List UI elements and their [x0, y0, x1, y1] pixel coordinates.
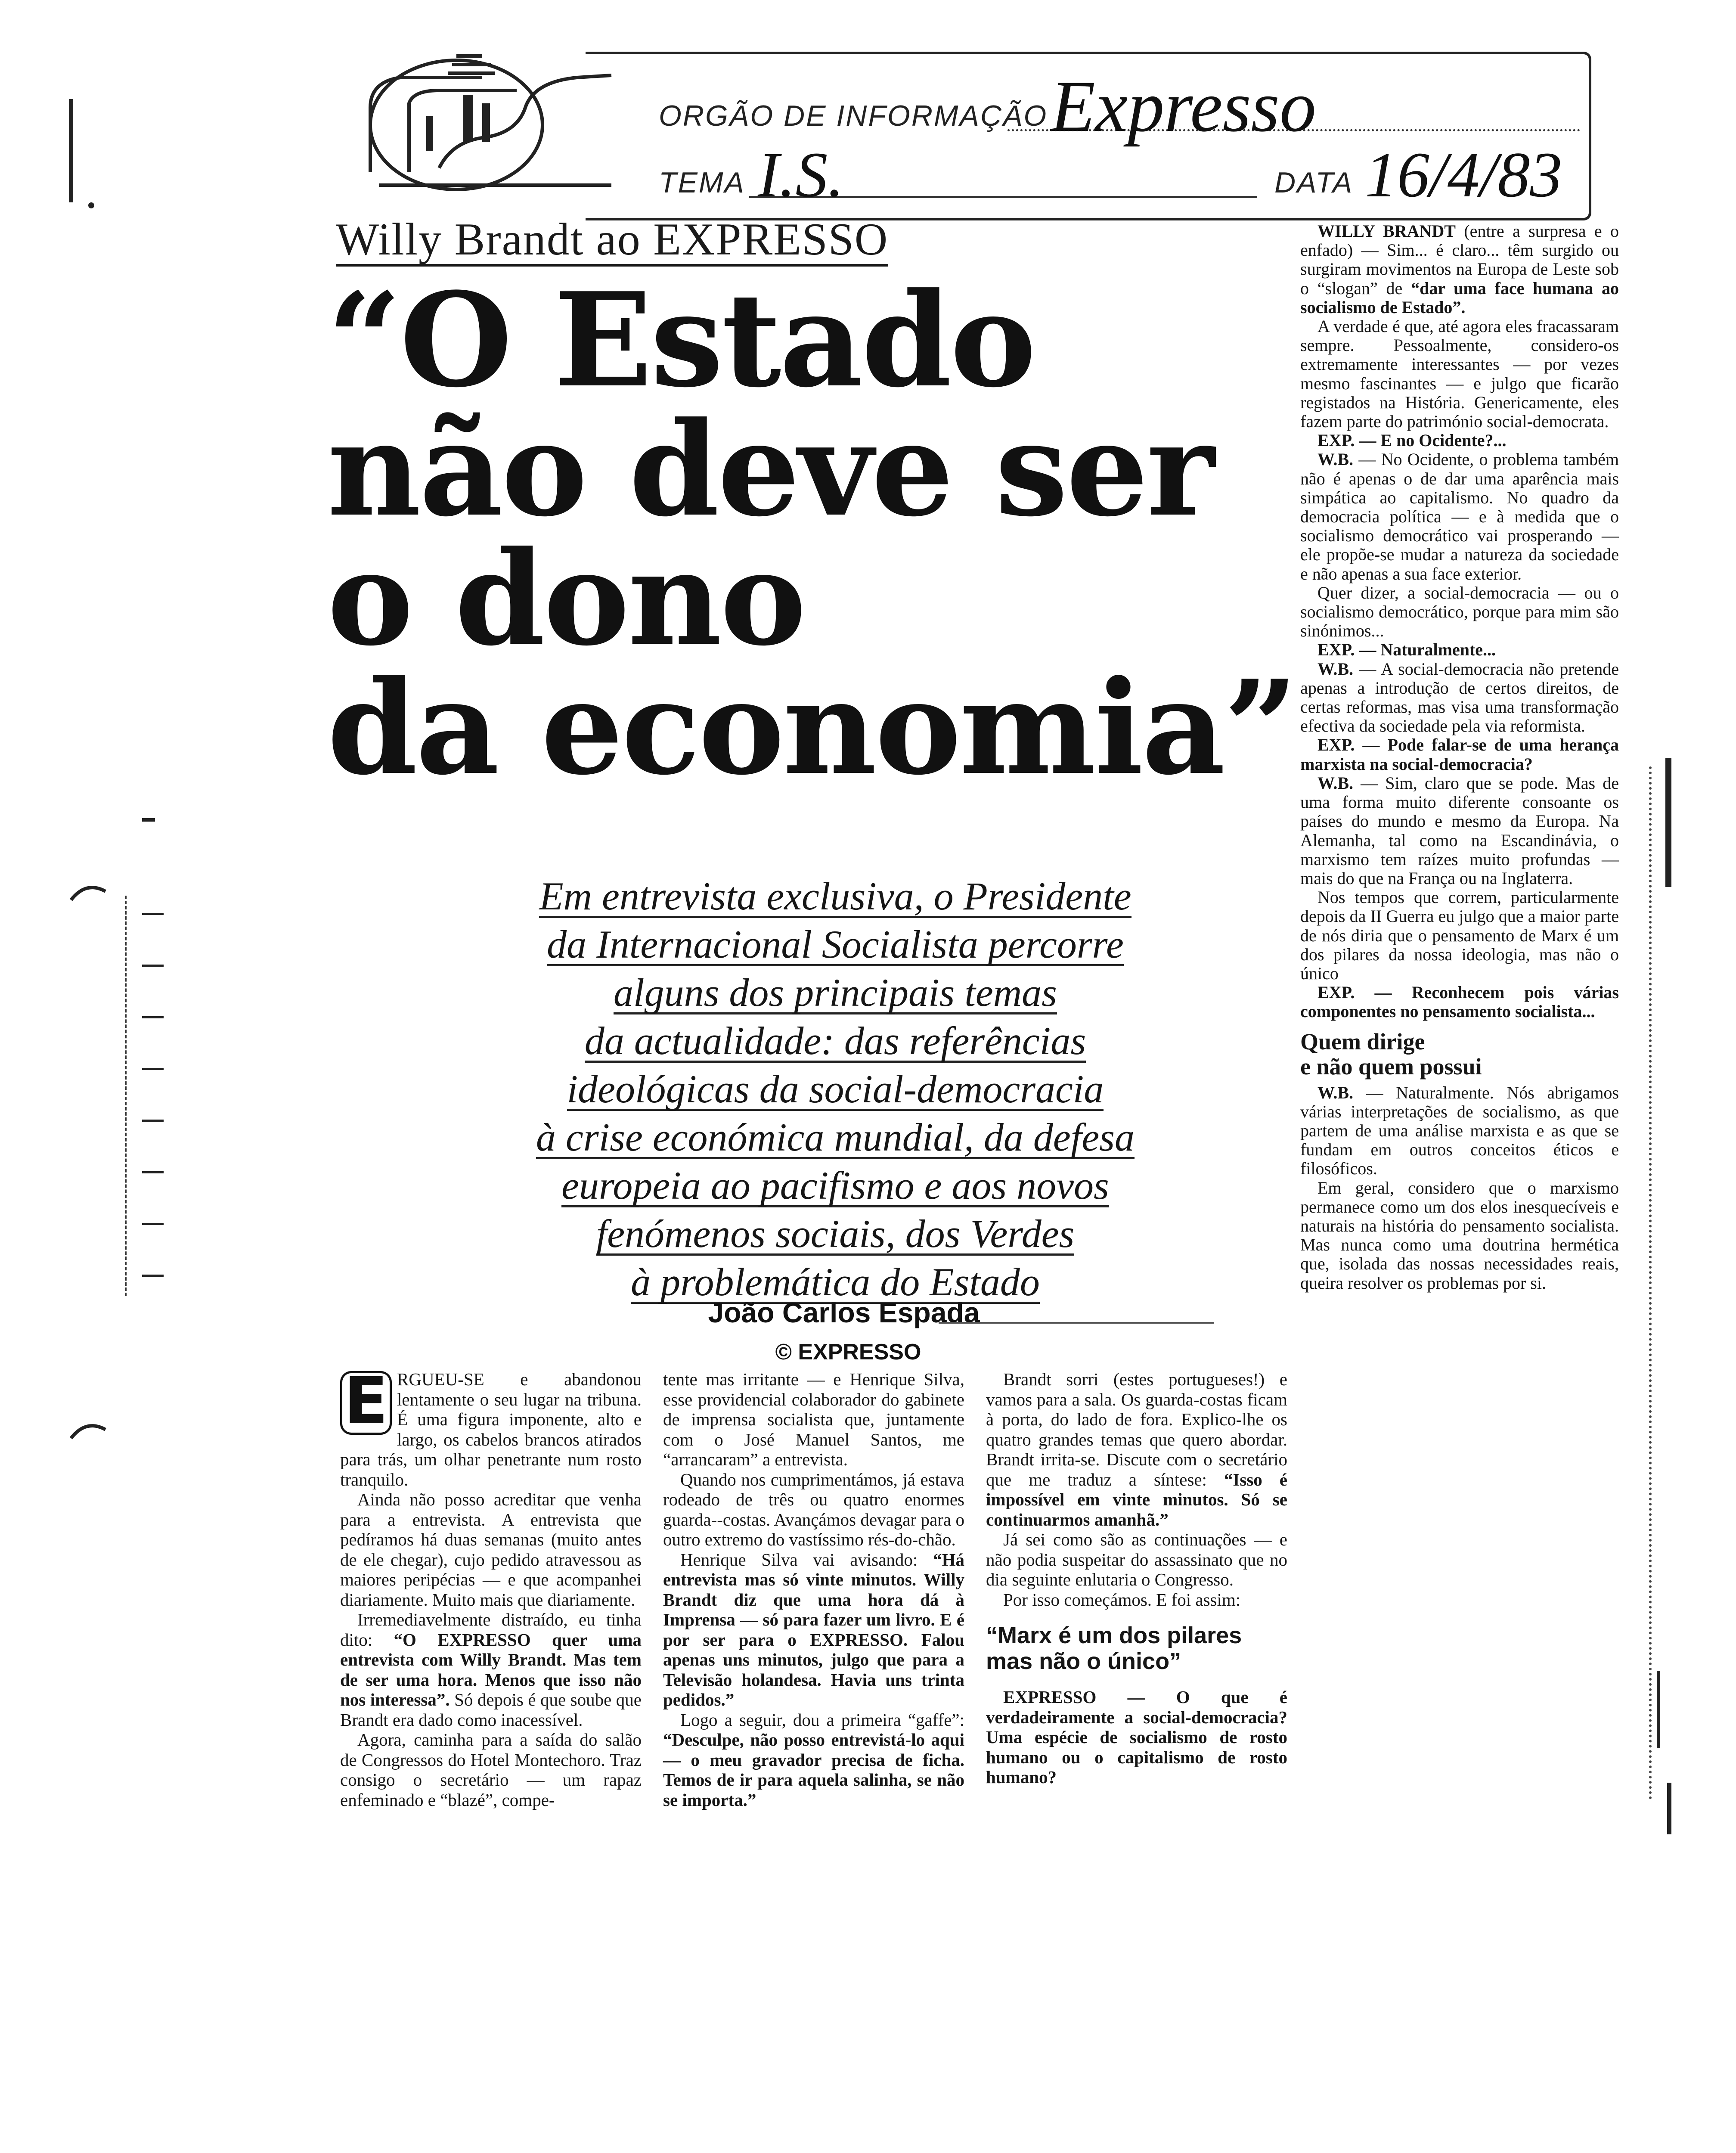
speaker-label: W.B.	[1318, 1083, 1354, 1102]
data-label: DATA	[1274, 166, 1354, 199]
scan-right-edge-mark	[1649, 766, 1658, 1800]
paragraph: tente mas irritante — e Henrique Silva, esse providencial colaborador do gabinete de imprensa socialista que, juntamente com o José Manuel Santos, me “arrancaram” a entrevista.	[663, 1369, 964, 1469]
speaker-label: W.B.	[1318, 659, 1354, 679]
answer-paragraph	[1300, 450, 1619, 583]
answer-paragraph	[1300, 1083, 1619, 1179]
scan-margin-dashes	[125, 896, 129, 1296]
paragraph: Já sei como são as continuações — e não podia suspeitar do assassinato que no dia seguinte enlutaria o Congresso.	[986, 1529, 1287, 1589]
question-paragraph	[1300, 431, 1619, 450]
paragraph: Agora, caminha para a saída do salão de Congressos do Hotel Montechoro. Traz consigo o secretário — um rapaz enfeminado e “blazé”, compe-	[340, 1730, 642, 1810]
question-text: EXP. — Naturalmente...	[1318, 640, 1496, 660]
question-paragraph	[1300, 983, 1619, 1021]
headline-line-1: “O Estado	[327, 264, 1035, 416]
paragraph: Quer dizer, a social-democracia — ou o socialismo democrático, porque para mim são sinónimos...	[1300, 583, 1619, 641]
paragraph: Em geral, considero que o marxismo permanece como um dos elos inesquecíveis e naturais na história do pensamento socialista. Mas nunca como uma doutrina hermética que, isolada das nossas necessidades reais, queira resolver os problemas por si.	[1300, 1178, 1619, 1293]
paragraph: Quando nos cumprimentámos, já estava rodeado de três ou quatro enormes guarda--costas. Avançámos devagar para o outro extremo do vastíssimo rés-do-chão.	[663, 1469, 964, 1549]
paragraph-text: — No Ocidente, o problema também não é apenas o de dar uma aparência mais simpática ao capitalismo. No quadro da democracia política — e à medida que o socialismo democrático vai prosperando — ele propõe-se mudar a natureza da sociedade e não apenas a sua face exterior.	[1300, 450, 1619, 583]
scan-right-edge-bar	[1657, 1671, 1660, 1748]
question-paragraph	[1300, 640, 1619, 659]
paragraph-text: — Naturalmente. Nós abrigamos várias interpretações de socialismo, as que partem de uma análise marxista e as que se fundam em outros conceitos éticos e filosóficos.	[1300, 1083, 1619, 1179]
data-handwritten-value: 16/4/83	[1365, 139, 1562, 211]
paragraph-bold-quote: “Isso é impossível em vinte minutos. Só se continuarmos amanhã.”	[986, 1469, 1287, 1529]
paragraph: Nos tempos que correm, particularmente depois da II Guerra eu julgo que a maior parte de nós diria que o pensamento de Marx é um dos pilares da nossa ideologia, mas não o único	[1300, 887, 1619, 983]
paragraph-text: Irremediavelmente distraído, eu tinha dito:	[340, 1610, 642, 1650]
paragraph-text: (entre a surpresa e o enfado) — Sim... é claro... têm surgido ou surgiram movimentos na Europa de Leste sob o “slogan” de	[1300, 221, 1619, 298]
article-headline	[327, 264, 1296, 803]
section-subhead: “Marx é um dos pilares mas não o único”	[986, 1623, 1242, 1674]
scan-margin-mark	[69, 99, 73, 202]
paragraph	[340, 1364, 642, 1489]
article-deck	[405, 874, 1266, 1308]
tema-label: TEMA	[659, 166, 745, 199]
paragraph	[663, 1550, 964, 1710]
orgao-label: ORGÃO DE INFORMAÇÃO	[659, 99, 1048, 132]
deck-line-4: da actualidade: das referências	[584, 1019, 1086, 1063]
question-text: EXP. — Reconhecem pois várias componentes no pensamento socialista...	[1300, 983, 1619, 1021]
deck-line-2: da Internacional Socialista percorre	[547, 922, 1124, 966]
paragraph-text: — A social-democracia não pretende apenas a introdução de certos direitos, de certas reformas, mas visa uma transformação efectiva da sociedade pela via reformista.	[1300, 659, 1619, 736]
scan-margin-ticks	[142, 904, 168, 1292]
paragraph-text: RGUEU-SE e abandonou lentamente o seu lugar na tribuna. É uma figura imponente, alto e largo, os cabelos brancos atirados para trás, um olhar penetrante num rosto tranquilo.	[340, 1369, 642, 1489]
paragraph-text: Logo a seguir, dou a primeira “gaffe”:	[680, 1709, 964, 1730]
deck-line-7: europeia ao pacifismo e aos novos	[561, 1163, 1109, 1207]
headline-line-2: não deve ser	[327, 393, 1213, 545]
subhead-line-2: e não quem possui	[1300, 1053, 1482, 1080]
question-text: O que é verdadeiramente a social-democracia? Uma espécie de socialismo de rosto humano ou o capitalismo de rosto humano?	[986, 1687, 1287, 1787]
deck-line-8: fenómenos sociais, dos Verdes	[596, 1212, 1075, 1256]
article-kicker: Willy Brandt ao EXPRESSO	[336, 215, 888, 267]
speaker-label: WILLY BRANDT	[1318, 221, 1456, 241]
question-text: EXP. — Pode falar-se de uma herança marxista na social-democracia?	[1300, 735, 1619, 774]
scan-corner-mark	[69, 878, 108, 904]
subhead-line-1: Quem dirige	[1300, 1028, 1425, 1055]
paragraph-text: Só depois é que soube que Brandt era dado como inacessível.	[340, 1690, 642, 1730]
tema-handwritten-value: I.S.	[758, 139, 844, 211]
deck-line-6: à crise económica mundial, da defesa	[536, 1115, 1135, 1159]
paragraph: Por isso começámos. E foi assim:	[1003, 1589, 1241, 1610]
answer-paragraph	[1300, 222, 1619, 317]
question-text: EXP. — E no Ocidente?...	[1318, 431, 1507, 450]
deck-line-3: alguns dos principais temas	[614, 971, 1057, 1014]
paragraph	[663, 1710, 964, 1810]
deck-line-1: Em entrevista exclusiva, o Presidente	[539, 874, 1132, 918]
answer-paragraph	[1300, 660, 1619, 736]
byline: João Carlos Espada	[708, 1297, 980, 1328]
paragraph-text: Brandt sorri (estes portugueses!) e vamos para a sala. Os guarda-costas ficam à porta, do lado de fora. Explico-lhe os quatro grandes temas que quero abordar. Brandt irrita-se. Discute com o secretário que me traduz a síntese:	[986, 1369, 1287, 1489]
headline-line-4: da economia”	[327, 651, 1296, 803]
section-subhead	[1300, 1029, 1619, 1079]
drop-cap: E	[340, 1371, 392, 1435]
question-paragraph	[986, 1687, 1287, 1787]
question-label: EXPRESSO —	[1003, 1687, 1176, 1707]
paragraph: Ainda não posso acreditar que venha para a entrevista. A entrevista que pedíramos há duas semanas (muito antes de ele chegar), cujo pedido atravessou as maiores peripécias — e que acompanhei diariamente. Muito mais que diariamente.	[340, 1489, 642, 1610]
deck-line-5: ideológicas da social-democracia	[567, 1067, 1104, 1111]
body-column-3	[986, 1369, 1287, 1787]
scan-right-edge-bar	[1667, 1783, 1671, 1834]
body-column-right	[1300, 222, 1619, 1293]
scan-corner-mark	[69, 1417, 108, 1443]
paragraph	[340, 1610, 642, 1730]
scan-margin-mark	[142, 818, 155, 822]
orgao-handwritten-value: Expresso	[1051, 66, 1316, 147]
scan-right-edge-bar	[1665, 758, 1671, 887]
paragraph	[986, 1369, 1287, 1529]
paragraph-text: Henrique Silva vai avisando:	[680, 1549, 933, 1570]
answer-paragraph	[1300, 774, 1619, 888]
scan-margin-dot	[88, 202, 94, 208]
paragraph-bold-quote: “O EXPRESSO quer uma entrevista com Willy Brandt. Mas tem de ser uma hora. Menos que isso não nos interessa”.	[340, 1629, 642, 1709]
copyright-line: © EXPRESSO	[775, 1340, 921, 1365]
deck-line-9: à problemática do Estado	[631, 1260, 1040, 1304]
archive-stamp-logo	[353, 30, 620, 202]
paragraph-bold-quote: “Desculpe, não posso entrevistá-lo aqui — o meu gravador precisa de ficha. Temos de ir para aquela salinha, se não se importa.”	[663, 1730, 964, 1810]
speaker-label: W.B.	[1318, 450, 1354, 469]
body-column-2	[663, 1369, 964, 1810]
body-column-1	[340, 1364, 642, 1810]
question-paragraph	[1300, 735, 1619, 773]
speaker-label: W.B.	[1318, 773, 1354, 793]
paragraph-text: — Sim, claro que se pode. Mas de uma forma muito diferente consoante os países do mundo e mesmo da Europa. Na Alemanha, tal como na Escandinávia, o marxismo tem raízes muito profundas — mais do que na França ou na Inglaterra.	[1300, 773, 1619, 888]
paragraph-bold-quote: “dar uma face humana ao socialismo de Estado”.	[1300, 278, 1619, 317]
paragraph-bold-quote: “Há entrevista mas só vinte minutos. Willy Brandt diz que uma hora dá à Imprensa — só para fazer um livro. E é por ser para o EXPRESSO. Falou apenas uns minutos, julgo que para a Televisão holandesa. Havia uns trinta pedidos.”	[663, 1549, 964, 1709]
paragraph: A verdade é que, até agora eles fracassaram sempre. Pessoalmente, considero-os extremamente interessantes — por vezes mesmo fascinantes — e julgo que ficarão registados na História. Genericamente, eles fazem parte do património social-democrata.	[1300, 316, 1619, 431]
byline-rule	[939, 1322, 1214, 1324]
headline-line-3: o dono	[327, 522, 805, 674]
